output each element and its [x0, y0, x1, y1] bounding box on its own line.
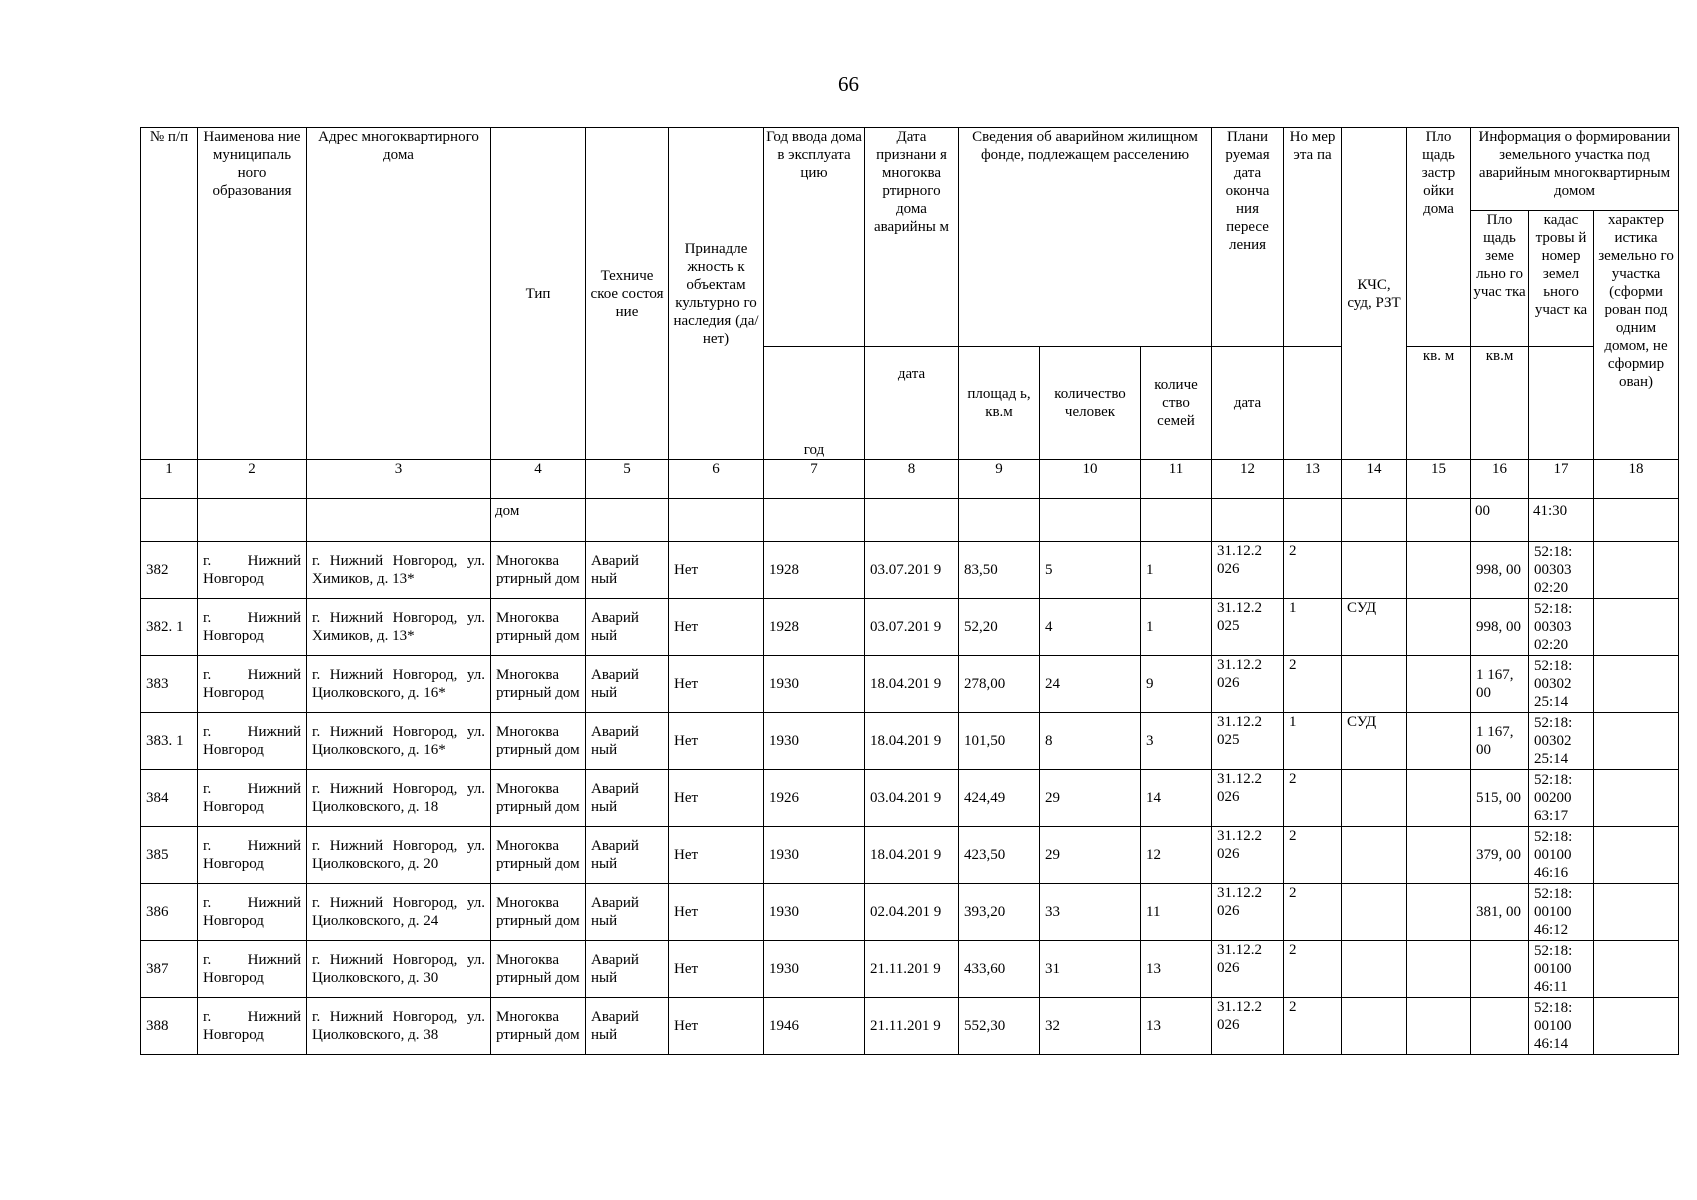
row-type: Многоква ртирный дом — [491, 713, 586, 770]
row-cadastral: 52:18: 00303 02:20 — [1529, 542, 1594, 599]
row-land-area: 381, 00 — [1471, 884, 1529, 941]
header-num: № п/п — [141, 128, 198, 460]
row-people: 32 — [1040, 998, 1141, 1055]
header-land-plot-group: Информация о формировании земельного участка под аварийным многоквартирным домом — [1471, 128, 1679, 211]
row-municipality: г. Нижний Новгород — [198, 713, 307, 770]
header-row-1 — [141, 128, 1679, 211]
header-date-unit: дата — [865, 347, 959, 460]
row-stage: 2 — [1284, 656, 1342, 713]
header-stage: Но мер эта па — [1284, 128, 1342, 347]
row-year: 1930 — [764, 884, 865, 941]
row-land-area — [1471, 998, 1529, 1055]
row-address: г. Нижний Новгород, ул. Циолковского, д. 24 — [307, 884, 491, 941]
table-row — [141, 656, 1679, 713]
row-year: 1928 — [764, 599, 865, 656]
row-planned-date: 31.12.2 026 — [1212, 770, 1284, 827]
row-land-characteristic — [1594, 656, 1679, 713]
row-heritage: Нет — [669, 599, 764, 656]
column-number: 13 — [1284, 460, 1342, 499]
row-heritage: Нет — [669, 827, 764, 884]
row-planned-date: 31.12.2 026 — [1212, 542, 1284, 599]
row-address: г. Нижний Новгород, ул. Циолковского, д. 16* — [307, 713, 491, 770]
row-heritage: Нет — [669, 542, 764, 599]
row-heritage: Нет — [669, 770, 764, 827]
data-rows — [141, 542, 1679, 1055]
row-type: Многоква ртирный дом — [491, 998, 586, 1055]
column-number: 17 — [1529, 460, 1594, 499]
header-cadastral: кадас тровы й номер земел ьного участ ка — [1529, 211, 1594, 347]
row-land-area: 998, 00 — [1471, 542, 1529, 599]
row-land-characteristic — [1594, 827, 1679, 884]
row-condition: Аварий ный — [586, 542, 669, 599]
row-municipality: г. Нижний Новгород — [198, 770, 307, 827]
column-number: 18 — [1594, 460, 1679, 499]
column-number: 6 — [669, 460, 764, 499]
row-area: 552,30 — [959, 998, 1040, 1055]
row-number: 383. 1 — [141, 713, 198, 770]
row-heritage: Нет — [669, 941, 764, 998]
row-land-characteristic — [1594, 713, 1679, 770]
row-cadastral: 52:18: 00302 25:14 — [1529, 713, 1594, 770]
row-heritage: Нет — [669, 713, 764, 770]
row-stage: 2 — [1284, 542, 1342, 599]
table-row — [141, 599, 1679, 656]
row-area: 424,49 — [959, 770, 1040, 827]
row-area: 433,60 — [959, 941, 1040, 998]
row-stage: 1 — [1284, 599, 1342, 656]
header-recognition-date: Дата признани я многоква ртирного дома аварийны м — [865, 128, 959, 347]
row-building-area — [1407, 599, 1471, 656]
row-year: 1930 — [764, 941, 865, 998]
row-area: 278,00 — [959, 656, 1040, 713]
row-condition: Аварий ный — [586, 599, 669, 656]
table-row — [141, 542, 1679, 599]
row-condition: Аварий ный — [586, 770, 669, 827]
row-address: г. Нижний Новгород, ул. Циолковского, д. 30 — [307, 941, 491, 998]
column-number: 16 — [1471, 460, 1529, 499]
row-municipality: г. Нижний Новгород — [198, 656, 307, 713]
row-land-area: 515, 00 — [1471, 770, 1529, 827]
row-year: 1930 — [764, 656, 865, 713]
row-land-area: 1 167, 00 — [1471, 656, 1529, 713]
header-stage-unit — [1284, 347, 1342, 460]
row-condition: Аварий ный — [586, 884, 669, 941]
header-planned-date-unit: дата — [1212, 347, 1284, 460]
row-number: 388 — [141, 998, 198, 1055]
row-condition: Аварий ный — [586, 827, 669, 884]
header-families: количе ство семей — [1141, 347, 1212, 460]
column-number: 1 — [141, 460, 198, 499]
row-people: 33 — [1040, 884, 1141, 941]
row-type: Многоква ртирный дом — [491, 542, 586, 599]
row-planned-date: 31.12.2 025 — [1212, 599, 1284, 656]
continuation-land-area: 00 — [1471, 499, 1529, 542]
row-kchs — [1342, 770, 1407, 827]
column-number: 11 — [1141, 460, 1212, 499]
row-planned-date: 31.12.2 025 — [1212, 713, 1284, 770]
header-emergency-housing-group: Сведения об аварийном жилищном фонде, подлежащем расселению — [959, 128, 1212, 347]
row-cadastral: 52:18: 00100 46:12 — [1529, 884, 1594, 941]
row-recognition-date: 21.11.201 9 — [865, 941, 959, 998]
row-cadastral: 52:18: 00303 02:20 — [1529, 599, 1594, 656]
row-families: 9 — [1141, 656, 1212, 713]
header-address: Адрес многоквартирного дома — [307, 128, 491, 460]
row-people: 8 — [1040, 713, 1141, 770]
row-number: 387 — [141, 941, 198, 998]
row-recognition-date: 21.11.201 9 — [865, 998, 959, 1055]
row-address: г. Нижний Новгород, ул. Химиков, д. 13* — [307, 599, 491, 656]
row-area: 393,20 — [959, 884, 1040, 941]
continuation-row — [141, 499, 1679, 542]
row-kchs — [1342, 941, 1407, 998]
row-building-area — [1407, 941, 1471, 998]
header-year-unit: год — [764, 347, 865, 460]
row-address: г. Нижний Новгород, ул. Химиков, д. 13* — [307, 542, 491, 599]
row-area: 52,20 — [959, 599, 1040, 656]
table-row — [141, 941, 1679, 998]
row-building-area — [1407, 998, 1471, 1055]
row-municipality: г. Нижний Новгород — [198, 941, 307, 998]
row-land-area — [1471, 941, 1529, 998]
row-building-area — [1407, 884, 1471, 941]
header-heritage: Принадле жность к объектам культурно го наследия (да/нет) — [669, 128, 764, 460]
column-number: 10 — [1040, 460, 1141, 499]
row-land-area: 1 167, 00 — [1471, 713, 1529, 770]
table-row — [141, 884, 1679, 941]
header-building-area-unit: кв. м — [1407, 347, 1471, 460]
header-condition: Техниче ское состоя ние — [586, 128, 669, 460]
header-land-area: Пло щадь земе льно го учас тка — [1471, 211, 1529, 347]
row-municipality: г. Нижний Новгород — [198, 542, 307, 599]
row-kchs — [1342, 998, 1407, 1055]
table-row — [141, 827, 1679, 884]
column-number: 12 — [1212, 460, 1284, 499]
housing-register-table — [140, 127, 1679, 1055]
row-building-area — [1407, 770, 1471, 827]
row-year: 1946 — [764, 998, 865, 1055]
row-type: Многоква ртирный дом — [491, 941, 586, 998]
header-area: площад ь, кв.м — [959, 347, 1040, 460]
column-number: 15 — [1407, 460, 1471, 499]
header-land-characteristic: характер истика земельно го участка (сформи рован под одним домом, не сформир ован) — [1594, 211, 1679, 460]
header-type: Тип — [491, 128, 586, 460]
column-number: 4 — [491, 460, 586, 499]
row-planned-date: 31.12.2 026 — [1212, 998, 1284, 1055]
row-people: 24 — [1040, 656, 1141, 713]
row-stage: 2 — [1284, 941, 1342, 998]
table-row — [141, 770, 1679, 827]
row-people: 4 — [1040, 599, 1141, 656]
row-recognition-date: 02.04.201 9 — [865, 884, 959, 941]
column-number: 3 — [307, 460, 491, 499]
row-people: 31 — [1040, 941, 1141, 998]
row-families: 11 — [1141, 884, 1212, 941]
row-condition: Аварий ный — [586, 998, 669, 1055]
row-type: Многоква ртирный дом — [491, 770, 586, 827]
row-land-area: 998, 00 — [1471, 599, 1529, 656]
row-land-characteristic — [1594, 884, 1679, 941]
row-people: 5 — [1040, 542, 1141, 599]
row-building-area — [1407, 542, 1471, 599]
row-number: 384 — [141, 770, 198, 827]
row-stage: 2 — [1284, 827, 1342, 884]
row-families: 14 — [1141, 770, 1212, 827]
row-heritage: Нет — [669, 884, 764, 941]
row-year: 1926 — [764, 770, 865, 827]
row-address: г. Нижний Новгород, ул. Циолковского, д. 38 — [307, 998, 491, 1055]
row-families: 1 — [1141, 599, 1212, 656]
row-building-area — [1407, 713, 1471, 770]
row-type: Многоква ртирный дом — [491, 656, 586, 713]
row-land-characteristic — [1594, 998, 1679, 1055]
row-cadastral: 52:18: 00100 46:11 — [1529, 941, 1594, 998]
row-families: 1 — [1141, 542, 1212, 599]
row-type: Многоква ртирный дом — [491, 827, 586, 884]
row-cadastral: 52:18: 00100 46:14 — [1529, 998, 1594, 1055]
row-area: 83,50 — [959, 542, 1040, 599]
row-cadastral: 52:18: 00302 25:14 — [1529, 656, 1594, 713]
row-number: 382. 1 — [141, 599, 198, 656]
row-area: 101,50 — [959, 713, 1040, 770]
row-recognition-date: 18.04.201 9 — [865, 827, 959, 884]
row-address: г. Нижний Новгород, ул. Циолковского, д. 18 — [307, 770, 491, 827]
row-people: 29 — [1040, 827, 1141, 884]
row-planned-date: 31.12.2 026 — [1212, 884, 1284, 941]
row-kchs — [1342, 542, 1407, 599]
row-year: 1928 — [764, 542, 865, 599]
row-recognition-date: 03.07.201 9 — [865, 599, 959, 656]
row-building-area — [1407, 656, 1471, 713]
row-heritage: Нет — [669, 656, 764, 713]
row-address: г. Нижний Новгород, ул. Циолковского, д. 20 — [307, 827, 491, 884]
table-row — [141, 998, 1679, 1055]
row-cadastral: 52:18: 00100 46:16 — [1529, 827, 1594, 884]
row-municipality: г. Нижний Новгород — [198, 998, 307, 1055]
row-planned-date: 31.12.2 026 — [1212, 656, 1284, 713]
row-kchs: СУД — [1342, 599, 1407, 656]
row-people: 29 — [1040, 770, 1141, 827]
row-number: 383 — [141, 656, 198, 713]
header-land-area-unit: кв.м — [1471, 347, 1529, 460]
header-municipality: Наименова ние муниципаль ного образования — [198, 128, 307, 460]
header-people: количество человек — [1040, 347, 1141, 460]
header-kchs: КЧС, суд, РЗТ — [1342, 128, 1407, 460]
row-type: Многоква ртирный дом — [491, 884, 586, 941]
row-year: 1930 — [764, 827, 865, 884]
row-condition: Аварий ный — [586, 713, 669, 770]
row-land-characteristic — [1594, 941, 1679, 998]
row-stage: 2 — [1284, 770, 1342, 827]
row-families: 13 — [1141, 941, 1212, 998]
row-area: 423,50 — [959, 827, 1040, 884]
row-address: г. Нижний Новгород, ул. Циолковского, д. 16* — [307, 656, 491, 713]
row-kchs — [1342, 884, 1407, 941]
row-cadastral: 52:18: 00200 63:17 — [1529, 770, 1594, 827]
row-kchs — [1342, 656, 1407, 713]
row-number: 385 — [141, 827, 198, 884]
continuation-type: дом — [491, 499, 586, 542]
column-numbers-row — [141, 460, 1679, 499]
row-kchs — [1342, 827, 1407, 884]
row-land-characteristic — [1594, 770, 1679, 827]
continuation-cadastral: 41:30 — [1529, 499, 1594, 542]
row-planned-date: 31.12.2 026 — [1212, 941, 1284, 998]
row-municipality: г. Нижний Новгород — [198, 827, 307, 884]
row-building-area — [1407, 827, 1471, 884]
column-number: 9 — [959, 460, 1040, 499]
header-planned-date: Плани руемая дата оконча ния пересе ления — [1212, 128, 1284, 347]
row-condition: Аварий ный — [586, 656, 669, 713]
header-year: Год ввода дома в эксплуата цию — [764, 128, 865, 347]
row-municipality: г. Нижний Новгород — [198, 599, 307, 656]
row-stage: 2 — [1284, 998, 1342, 1055]
row-planned-date: 31.12.2 026 — [1212, 827, 1284, 884]
row-type: Многоква ртирный дом — [491, 599, 586, 656]
row-recognition-date: 18.04.201 9 — [865, 713, 959, 770]
page-number: 66 — [838, 72, 859, 96]
row-stage: 1 — [1284, 713, 1342, 770]
row-land-characteristic — [1594, 599, 1679, 656]
column-number: 14 — [1342, 460, 1407, 499]
row-number: 386 — [141, 884, 198, 941]
column-number: 2 — [198, 460, 307, 499]
column-number: 7 — [764, 460, 865, 499]
column-number: 5 — [586, 460, 669, 499]
row-recognition-date: 03.07.201 9 — [865, 542, 959, 599]
header-cadastral-unit — [1529, 347, 1594, 460]
row-families: 12 — [1141, 827, 1212, 884]
row-kchs: СУД — [1342, 713, 1407, 770]
row-year: 1930 — [764, 713, 865, 770]
row-land-area: 379, 00 — [1471, 827, 1529, 884]
column-number: 8 — [865, 460, 959, 499]
row-land-characteristic — [1594, 542, 1679, 599]
row-families: 13 — [1141, 998, 1212, 1055]
row-recognition-date: 18.04.201 9 — [865, 656, 959, 713]
header-building-area: Пло щадь застр ойки дома — [1407, 128, 1471, 347]
row-number: 382 — [141, 542, 198, 599]
row-condition: Аварий ный — [586, 941, 669, 998]
row-recognition-date: 03.04.201 9 — [865, 770, 959, 827]
row-families: 3 — [1141, 713, 1212, 770]
table-row — [141, 713, 1679, 770]
row-municipality: г. Нижний Новгород — [198, 884, 307, 941]
row-heritage: Нет — [669, 998, 764, 1055]
row-stage: 2 — [1284, 884, 1342, 941]
